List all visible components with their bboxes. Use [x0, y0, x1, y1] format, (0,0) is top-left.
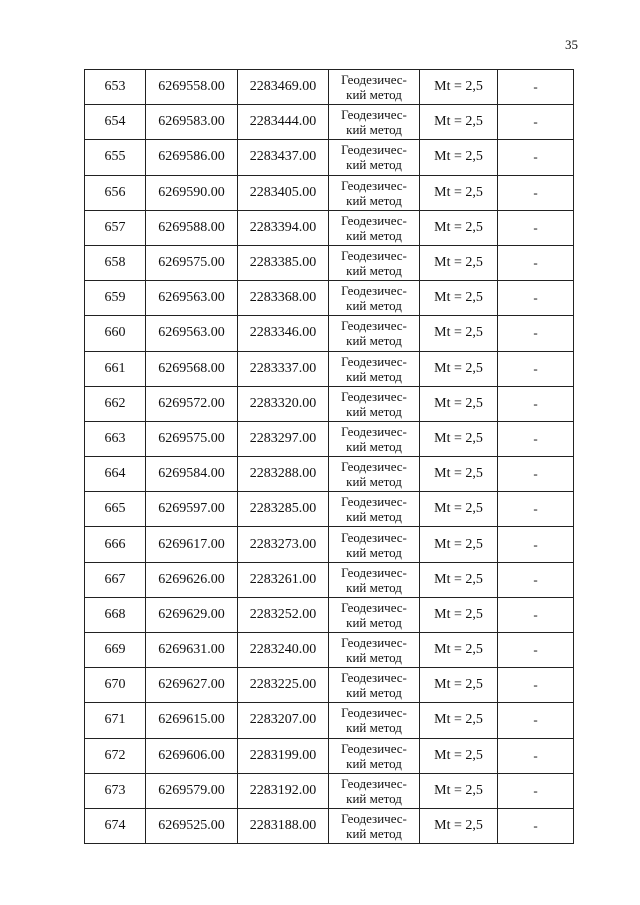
accuracy: Mt = 2,5: [420, 492, 498, 527]
accuracy: Mt = 2,5: [420, 70, 498, 105]
x-coordinate: 6269575.00: [146, 245, 238, 280]
point-number: 673: [85, 773, 146, 808]
method-cell: [329, 492, 420, 527]
y-coordinate: 2283288.00: [238, 457, 329, 492]
x-coordinate: 6269558.00: [146, 70, 238, 105]
y-coordinate: 2283285.00: [238, 492, 329, 527]
page-number: 35: [565, 37, 578, 52]
method-line-2: кий метод: [346, 650, 402, 666]
table-row: [85, 316, 574, 351]
x-coordinate: 6269588.00: [146, 210, 238, 245]
table-row: [85, 351, 574, 386]
method-cell: [329, 562, 420, 597]
point-number: 668: [85, 597, 146, 632]
table-row: [85, 105, 574, 140]
accuracy: Mt = 2,5: [420, 527, 498, 562]
method-line-2: кий метод: [346, 122, 402, 138]
point-number: 666: [85, 527, 146, 562]
note: -: [498, 316, 574, 351]
x-coordinate: 6269584.00: [146, 457, 238, 492]
note: -: [498, 105, 574, 140]
method-cell: [329, 70, 420, 105]
accuracy: Mt = 2,5: [420, 421, 498, 456]
x-coordinate: 6269627.00: [146, 668, 238, 703]
method-line-1: Геодезичес-: [341, 811, 407, 827]
method-line-2: кий метод: [346, 263, 402, 279]
coordinates-table: [84, 69, 574, 844]
method-line-2: кий метод: [346, 403, 402, 419]
method-cell: [329, 808, 420, 843]
note: -: [498, 527, 574, 562]
point-number: 667: [85, 562, 146, 597]
table-row: [85, 773, 574, 808]
x-coordinate: 6269568.00: [146, 351, 238, 386]
point-number: 663: [85, 421, 146, 456]
method-line-1: Геодезичес-: [341, 705, 407, 721]
y-coordinate: 2283273.00: [238, 527, 329, 562]
point-number: 658: [85, 245, 146, 280]
y-coordinate: 2283199.00: [238, 738, 329, 773]
x-coordinate: 6269563.00: [146, 316, 238, 351]
method-cell: [329, 703, 420, 738]
method-line-1: Геодезичес-: [341, 388, 407, 404]
accuracy: Mt = 2,5: [420, 105, 498, 140]
y-coordinate: 2283368.00: [238, 281, 329, 316]
accuracy: Mt = 2,5: [420, 738, 498, 773]
y-coordinate: 2283240.00: [238, 633, 329, 668]
point-number: 653: [85, 70, 146, 105]
point-number: 665: [85, 492, 146, 527]
accuracy: Mt = 2,5: [420, 281, 498, 316]
method-line-2: кий метод: [346, 509, 402, 525]
accuracy: Mt = 2,5: [420, 351, 498, 386]
accuracy: Mt = 2,5: [420, 140, 498, 175]
method-line-2: кий метод: [346, 227, 402, 243]
method-line-1: Геодезичес-: [341, 775, 407, 791]
method-line-2: кий метод: [346, 368, 402, 384]
point-number: 672: [85, 738, 146, 773]
table-row: [85, 175, 574, 210]
y-coordinate: 2283346.00: [238, 316, 329, 351]
table-row: [85, 245, 574, 280]
method-cell: [329, 245, 420, 280]
y-coordinate: 2283261.00: [238, 562, 329, 597]
accuracy: Mt = 2,5: [420, 597, 498, 632]
method-cell: [329, 633, 420, 668]
x-coordinate: 6269563.00: [146, 281, 238, 316]
method-line-1: Геодезичес-: [341, 670, 407, 686]
table-row: [85, 597, 574, 632]
method-line-2: кий метод: [346, 298, 402, 314]
table-row: [85, 668, 574, 703]
note: -: [498, 421, 574, 456]
method-line-1: Геодезичес-: [341, 599, 407, 615]
point-number: 662: [85, 386, 146, 421]
point-number: 661: [85, 351, 146, 386]
note: -: [498, 210, 574, 245]
note: -: [498, 703, 574, 738]
table-row: [85, 492, 574, 527]
note: -: [498, 773, 574, 808]
method-line-2: кий метод: [346, 790, 402, 806]
table-row: [85, 70, 574, 105]
y-coordinate: 2283385.00: [238, 245, 329, 280]
accuracy: Mt = 2,5: [420, 808, 498, 843]
x-coordinate: 6269631.00: [146, 633, 238, 668]
accuracy: Mt = 2,5: [420, 773, 498, 808]
accuracy: Mt = 2,5: [420, 175, 498, 210]
y-coordinate: 2283469.00: [238, 70, 329, 105]
method-line-2: кий метод: [346, 826, 402, 842]
method-cell: [329, 281, 420, 316]
x-coordinate: 6269586.00: [146, 140, 238, 175]
method-line-2: кий метод: [346, 614, 402, 630]
table-row: [85, 140, 574, 175]
method-line-1: Геодезичес-: [341, 72, 407, 88]
point-number: 657: [85, 210, 146, 245]
note: -: [498, 175, 574, 210]
table-body: [85, 70, 574, 844]
point-number: 655: [85, 140, 146, 175]
table-row: [85, 281, 574, 316]
table-row: [85, 738, 574, 773]
note: -: [498, 492, 574, 527]
note: -: [498, 808, 574, 843]
method-line-2: кий метод: [346, 755, 402, 771]
point-number: 660: [85, 316, 146, 351]
method-cell: [329, 457, 420, 492]
method-line-1: Геодезичес-: [341, 142, 407, 158]
method-line-1: Геодезичес-: [341, 353, 407, 369]
method-line-2: кий метод: [346, 87, 402, 103]
method-line-1: Геодезичес-: [341, 107, 407, 123]
method-cell: [329, 175, 420, 210]
method-cell: [329, 140, 420, 175]
x-coordinate: 6269617.00: [146, 527, 238, 562]
x-coordinate: 6269615.00: [146, 703, 238, 738]
x-coordinate: 6269525.00: [146, 808, 238, 843]
method-line-2: кий метод: [346, 720, 402, 736]
method-line-2: кий метод: [346, 474, 402, 490]
note: -: [498, 386, 574, 421]
method-line-2: кий метод: [346, 685, 402, 701]
y-coordinate: 2283252.00: [238, 597, 329, 632]
method-cell: [329, 105, 420, 140]
point-number: 670: [85, 668, 146, 703]
method-line-1: Геодезичес-: [341, 459, 407, 475]
note: -: [498, 562, 574, 597]
method-line-1: Геодезичес-: [341, 564, 407, 580]
method-line-1: Геодезичес-: [341, 177, 407, 193]
note: -: [498, 738, 574, 773]
x-coordinate: 6269597.00: [146, 492, 238, 527]
method-line-2: кий метод: [346, 544, 402, 560]
point-number: 656: [85, 175, 146, 210]
method-cell: [329, 527, 420, 562]
point-number: 671: [85, 703, 146, 738]
x-coordinate: 6269626.00: [146, 562, 238, 597]
note: -: [498, 351, 574, 386]
method-cell: [329, 421, 420, 456]
table-row: [85, 633, 574, 668]
x-coordinate: 6269583.00: [146, 105, 238, 140]
point-number: 659: [85, 281, 146, 316]
note: -: [498, 668, 574, 703]
note: -: [498, 457, 574, 492]
method-cell: [329, 386, 420, 421]
point-number: 664: [85, 457, 146, 492]
method-cell: [329, 773, 420, 808]
accuracy: Mt = 2,5: [420, 210, 498, 245]
note: -: [498, 597, 574, 632]
table-row: [85, 457, 574, 492]
method-cell: [329, 597, 420, 632]
method-line-2: кий метод: [346, 333, 402, 349]
note: -: [498, 140, 574, 175]
y-coordinate: 2283437.00: [238, 140, 329, 175]
point-number: 674: [85, 808, 146, 843]
y-coordinate: 2283188.00: [238, 808, 329, 843]
table-row: [85, 562, 574, 597]
x-coordinate: 6269575.00: [146, 421, 238, 456]
point-number: 654: [85, 105, 146, 140]
table-row: [85, 421, 574, 456]
table-row: [85, 808, 574, 843]
method-line-2: кий метод: [346, 579, 402, 595]
method-line-1: Геодезичес-: [341, 283, 407, 299]
accuracy: Mt = 2,5: [420, 668, 498, 703]
note: -: [498, 245, 574, 280]
point-number: 669: [85, 633, 146, 668]
note: -: [498, 70, 574, 105]
y-coordinate: 2283320.00: [238, 386, 329, 421]
y-coordinate: 2283337.00: [238, 351, 329, 386]
y-coordinate: 2283207.00: [238, 703, 329, 738]
x-coordinate: 6269606.00: [146, 738, 238, 773]
method-cell: [329, 316, 420, 351]
y-coordinate: 2283405.00: [238, 175, 329, 210]
accuracy: Mt = 2,5: [420, 562, 498, 597]
method-line-1: Геодезичес-: [341, 494, 407, 510]
table-row: [85, 210, 574, 245]
accuracy: Mt = 2,5: [420, 457, 498, 492]
accuracy: Mt = 2,5: [420, 633, 498, 668]
method-line-1: Геодезичес-: [341, 248, 407, 264]
y-coordinate: 2283192.00: [238, 773, 329, 808]
accuracy: Mt = 2,5: [420, 245, 498, 280]
method-line-1: Геодезичес-: [341, 318, 407, 334]
accuracy: Mt = 2,5: [420, 703, 498, 738]
y-coordinate: 2283394.00: [238, 210, 329, 245]
method-line-1: Геодезичес-: [341, 635, 407, 651]
accuracy: Mt = 2,5: [420, 386, 498, 421]
method-line-2: кий метод: [346, 192, 402, 208]
y-coordinate: 2283297.00: [238, 421, 329, 456]
table-row: [85, 386, 574, 421]
method-line-2: кий метод: [346, 157, 402, 173]
method-cell: [329, 668, 420, 703]
x-coordinate: 6269629.00: [146, 597, 238, 632]
table-row: [85, 527, 574, 562]
method-line-1: Геодезичес-: [341, 740, 407, 756]
y-coordinate: 2283225.00: [238, 668, 329, 703]
method-line-1: Геодезичес-: [341, 423, 407, 439]
method-cell: [329, 210, 420, 245]
table-row: [85, 703, 574, 738]
method-cell: [329, 351, 420, 386]
y-coordinate: 2283444.00: [238, 105, 329, 140]
method-line-1: Геодезичес-: [341, 529, 407, 545]
x-coordinate: 6269579.00: [146, 773, 238, 808]
note: -: [498, 633, 574, 668]
note: -: [498, 281, 574, 316]
method-cell: [329, 738, 420, 773]
method-line-1: Геодезичес-: [341, 212, 407, 228]
x-coordinate: 6269572.00: [146, 386, 238, 421]
x-coordinate: 6269590.00: [146, 175, 238, 210]
method-line-2: кий метод: [346, 438, 402, 454]
accuracy: Mt = 2,5: [420, 316, 498, 351]
